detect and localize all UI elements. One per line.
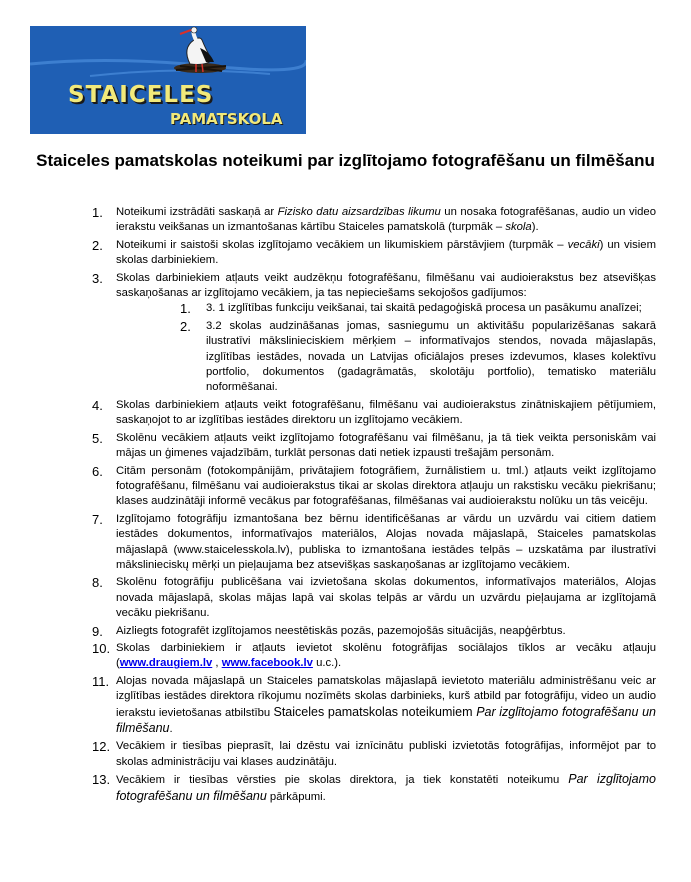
logo-subtitle: PAMATSKOLA — [170, 110, 283, 128]
item-number: 2. — [92, 237, 103, 253]
item-text: pārkāpumi. — [266, 790, 326, 803]
item-text: . — [169, 723, 173, 735]
item-number: 5. — [92, 430, 103, 446]
list-item — [62, 772, 656, 805]
item-text-italic: Par izglītojamo fotografēšanu un filmēšanu — [116, 772, 656, 803]
item-text: Aizliegts fotografēt izglītojamos neestētiskās pozās, pazemojošās situācijās, neapģērbtus. — [116, 624, 566, 637]
item-text: Noteikumi ir saistoši skolas izglītojamo vecākiem un likumiskiem pārstāvjiem (turpmāk – — [116, 238, 568, 251]
item-text: Noteikumi izstrādāti saskaņā ar — [116, 206, 278, 218]
rules-list — [62, 205, 656, 807]
list-item — [62, 739, 656, 770]
list-item — [62, 464, 656, 510]
item-text: un nosaka fotografēšanas, audio un video ierakstu veikšanas un izmantošanas kārtību Staiceles pamatskolā (turpmāk – — [116, 206, 656, 234]
item-text: Skolas darbiniekiem ir atļauts ievietot skolēnu fotogrāfijas sociālajos tīklos ar vecāku atļauju ( — [116, 641, 656, 670]
item-text: ) un visiem skolas darbiniekiem. — [116, 238, 656, 267]
item-text: 3. 1 izglītības funkciju veikšanai, tai skaitā pedagoģiskā procesa un pasākumu analīzei; — [206, 302, 642, 315]
list-item — [62, 238, 656, 269]
list-item — [62, 641, 656, 672]
item-number: 12. — [92, 739, 111, 755]
item-number: 6. — [92, 463, 103, 479]
item-text: u.c.). — [312, 657, 342, 670]
item-text: Vecākiem ir tiesības vērsties pie skolas direktora, ja tiek konstatēti noteikumu — [116, 774, 569, 787]
item-text: Staiceles pamatskolas noteikumiem — [273, 704, 477, 719]
item-number: 7. — [92, 511, 103, 527]
item-number: 13. — [92, 772, 111, 788]
item-text: ). — [531, 221, 539, 234]
item-text: Skolēnu vecākiem atļauts veikt izglītojamo fotografēšanu vai filmēšanu, ja tā tiek veikta personiskām vai mājas un ģimenes vajadzībām, turklāt personas dati netiek izpausti trešajām personām. — [116, 431, 656, 460]
list-item — [62, 205, 656, 236]
item-number: 8. — [92, 575, 103, 591]
sub-list — [116, 301, 656, 395]
item-number: 3. — [92, 270, 103, 286]
item-text-italic: Fizisko datu aizsardzības likumu — [277, 206, 441, 218]
list-item — [62, 575, 656, 621]
item-number: 11. — [92, 673, 110, 689]
list-item — [62, 271, 656, 396]
list-item — [62, 398, 656, 429]
item-number: 2. — [180, 318, 191, 334]
item-text: 3.2 skolas audzināšanas jomas, sasniegumu un aktivitāšu popularizēšanas sakarā ilustratīvi mākslinieciskiem mērķiem – informatīvajos stendos, novada mājaslapās, izglītības iestādes, novada un Latvijas oficiālajos preses izdevumos, klases kolektīvu portfolio, dokumentos (gadagrāmatās, skolotāju portfolio), tematisko materiālu noformēšanai. — [206, 319, 656, 394]
draugiem-link[interactable]: www.draugiem.lv — [119, 657, 213, 670]
item-text: Izglītojamo fotogrāfiju izmantošana bez bērnu identificēšanas ar vārdu un uzvārdu vai citiem datiem iestādes dokumentos, informatīvajos materiālos, Alojas novada mājaslapā, Staiceles pamatskolas mājaslapā (www.staicelesskola.lv), publiska to izmantošana iestādes telpās – uzskatāma par ilustratīvi mākslinieciskų mērķi un pieļaujama bez atsevišķas saskaņošanas ar izglītojamo vecākiem. — [116, 512, 656, 571]
list-item — [62, 624, 656, 639]
item-number: 10. — [92, 640, 111, 656]
sub-list-item — [116, 319, 656, 396]
item-number: 1. — [180, 301, 191, 317]
item-number: 9. — [92, 623, 103, 639]
item-text: Skolas darbiniekiem atļauts veikt audzēkņu fotografēšanu, filmēšanu vai audioierakstus bez atsevišķas saskaņošanas ar izglītojamo vecākiem, ja tas nepieciešams sekojošos gadījumos: — [116, 271, 656, 300]
item-number: 1. — [92, 205, 103, 220]
item-text: Vecākiem ir tiesības pieprasīt, lai dzēstu vai iznīcinātu publiski izvietotās fotogrāfijas, informējot par to skolas administrāciju vai klases audzinātāju. — [116, 740, 656, 768]
item-text: Skolas darbiniekiem atļauts veikt fotografēšanu, filmēšanu vai audioierakstus zinātniskajiem pētījumiem, saskaņojot to ar izglītības iestādes direktoru un izglītojamo vecākiem. — [116, 398, 656, 427]
item-text: , — [212, 657, 222, 670]
sub-list-item — [116, 301, 656, 316]
document-title: Staiceles pamatskolas noteikumi par izglītojamo fotografēšanu un filmēšanu — [36, 151, 655, 170]
item-text-italic: vecāki — [567, 238, 600, 251]
list-item — [62, 431, 656, 462]
item-text-italic: skola — [505, 221, 532, 234]
item-text: Alojas novada mājaslapā un Staiceles pamatskolas mājaslapā ievietoto materiālu administrēšanu veic ar izglītības iestādes direktora rīkojumu nozīmēts skolas darbinieks, kurš atbild par fotogrāfiju, video un audio ierakstu ievietošanas atbilstību — [116, 674, 656, 719]
list-item — [62, 512, 656, 574]
item-number: 4. — [92, 397, 103, 413]
item-text-italic: Par izglītojamo fotografēšanu un filmēšanu — [116, 704, 656, 735]
school-logo — [30, 26, 306, 134]
item-text: Citām personām (fotokompānijām, privātajiem fotogrāfiem, žurnālistiem u. tml.) atļauts veikt izglītojamo fotografēšanu, filmēšanu vai audioierakstus tikai ar skolas direktora atļauju un rakstisku vecāku piekrišanu; klases audzinātāji informē vecākus par fotografēšanas, filmēšanas vai audioierakstu nolūku un tās veicēju. — [116, 464, 656, 508]
logo-title: STAICELES — [68, 82, 214, 108]
facebook-link[interactable]: www.facebook.lv — [221, 657, 313, 670]
list-item — [62, 674, 656, 738]
item-text: Skolēnu fotogrāfiju publicēšana vai izvietošana skolas dokumentos, informatīvajos materiālos, Alojas novada mājaslapā, skolas mājas lapā vai skolas telpās ar vārdu un uzvārdu pieļaujama ar izglītojamā vecāku piekrišanu. — [116, 576, 656, 620]
